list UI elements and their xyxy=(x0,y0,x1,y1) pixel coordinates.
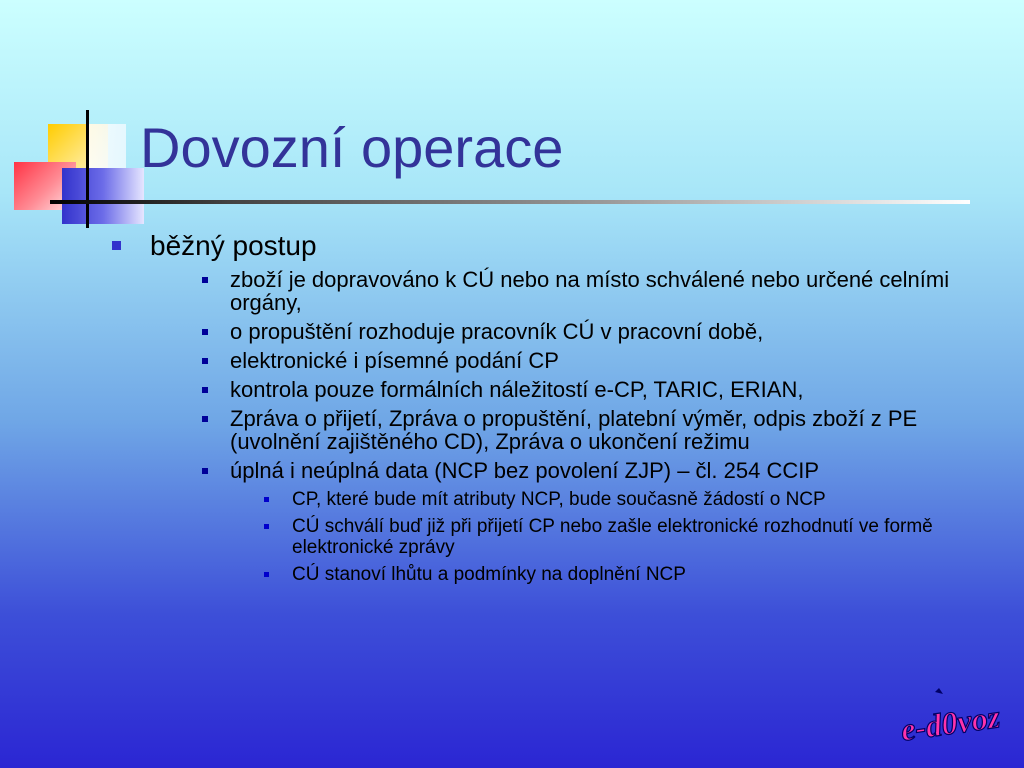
bullet-text: běžný postup xyxy=(150,230,317,261)
list-item xyxy=(262,516,992,558)
bullet-text: o propuštění rozhoduje pracovník CÚ v pracovní době, xyxy=(230,319,764,344)
bullet-list-level1 xyxy=(112,230,992,585)
bullet-text: CÚ stanoví lhůtu a podmínky na doplnění NCP xyxy=(292,564,686,585)
square-bullet-icon xyxy=(202,358,208,364)
square-bullet-icon xyxy=(112,241,121,250)
list-item xyxy=(262,489,992,510)
logo-accent-icon xyxy=(935,688,943,694)
square-bullet-icon xyxy=(202,416,208,422)
list-item xyxy=(200,349,992,372)
list-item xyxy=(112,230,992,585)
list-item xyxy=(200,459,992,585)
bullet-text: zboží je dopravováno k CÚ nebo na místo schválené nebo určené celními orgány, xyxy=(230,267,950,315)
list-item xyxy=(262,564,992,585)
logo-text: e-d0voz xyxy=(898,698,1003,748)
square-bullet-icon xyxy=(264,572,269,577)
square-bullet-icon xyxy=(202,387,208,393)
bullet-text: Zpráva o přijetí, Zpráva o propuštění, platební výměr, odpis zboží z PE (uvolnění zajištěného CD), Zpráva o ukončení režimu xyxy=(230,406,918,454)
square-bullet-icon xyxy=(264,524,269,529)
bullet-text: CÚ schválí buď již při přijetí CP nebo zašle elektronické rozhodnutí ve formě elektronické zprávy xyxy=(292,516,933,558)
white-square xyxy=(86,124,126,168)
title-underline xyxy=(50,200,970,204)
list-item xyxy=(200,268,992,314)
vertical-rule xyxy=(86,110,89,228)
list-item xyxy=(200,320,992,343)
bullet-list-level2 xyxy=(150,268,992,585)
bullet-text: úplná i neúplná data (NCP bez povolení ZJP) – čl. 254 CCIP xyxy=(230,458,820,483)
square-bullet-icon xyxy=(202,329,208,335)
corner-squares-decoration xyxy=(0,0,160,240)
blue-square xyxy=(62,168,144,224)
bullet-text: CP, které bude mít atributy NCP, bude současně žádostí o NCP xyxy=(292,489,826,510)
bullet-list-level3 xyxy=(230,489,992,585)
square-bullet-icon xyxy=(202,468,208,474)
slide-body xyxy=(112,230,992,591)
list-item xyxy=(200,378,992,401)
slide-title: Dovozní operace xyxy=(140,116,564,179)
square-bullet-icon xyxy=(264,497,269,502)
square-bullet-icon xyxy=(202,277,208,283)
e-dovoz-logo xyxy=(895,686,1005,748)
bullet-text: elektronické i písemné podání CP xyxy=(230,348,559,373)
bullet-text: kontrola pouze formálních náležitostí e-CP, TARIC, ERIAN, xyxy=(230,377,804,402)
list-item xyxy=(200,407,992,453)
